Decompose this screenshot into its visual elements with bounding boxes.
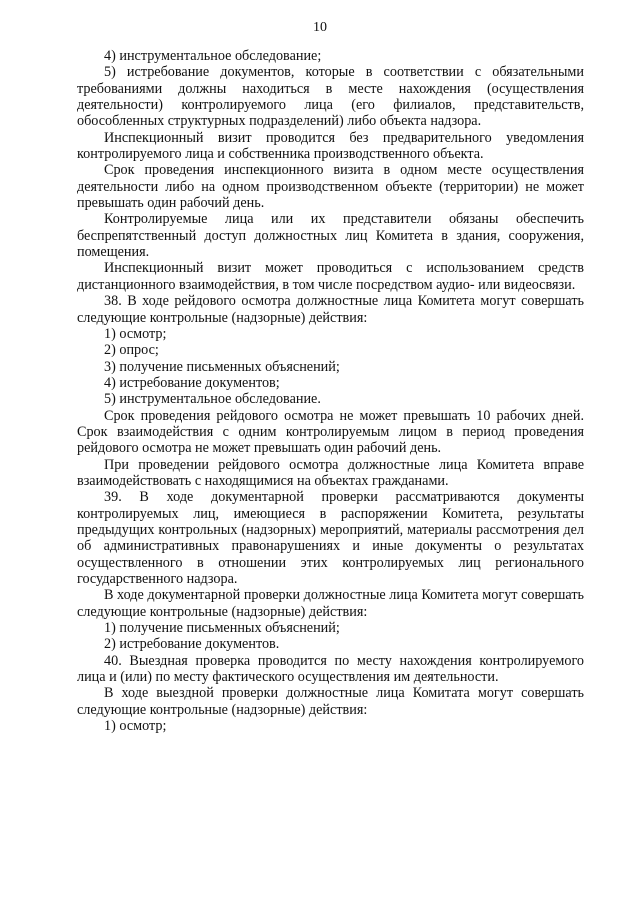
paragraph-19: 40. Выездная проверка проводится по месту нахождения контролируемого лица и (или) по месту фактического осуществления им деятельности. (77, 652, 584, 686)
paragraph-1: 4) инструментальное обследование; (104, 48, 322, 64)
paragraph-7: 38. В ходе рейдового осмотра должностные лица Комитета могут совершать следующие контрольные (надзорные) действия: (77, 293, 584, 326)
paragraph-6: Инспекционный визит может проводиться с использованием средств дистанционного взаимодействия, в том числе посредством аудио- или видеосвязи. (77, 260, 584, 293)
paragraph-8: 1) осмотр; (104, 325, 167, 342)
paragraph-10: 3) получение письменных объяснений; (104, 358, 340, 375)
paragraph-14: При проведении рейдового осмотра должностные лица Комитета вправе взаимодействовать с находящимися на объектах гражданами. (77, 456, 584, 489)
paragraph-12: 5) инструментальное обследование. (104, 391, 321, 408)
paragraph-2: 5) истребование документов, которые в соответствии с обязательными требованиями должны находиться в месте нахождения (осуществления деятельности) контролируемого лица (его филиалов, представительств, обособленных структурных подразделений) либо объекта надзора. (77, 64, 584, 130)
paragraph-20: В ходе выездной проверки должностные лица Комитата могут совершать следующие контрольные (надзорные) действия: (77, 685, 584, 718)
page-number: 10 (313, 20, 327, 35)
document-body (77, 48, 584, 734)
paragraph-18: 2) истребование документов. (104, 636, 280, 653)
paragraph-17: 1) получение письменных объяснений; (104, 620, 340, 637)
paragraph-11: 4) истребование документов; (104, 374, 280, 391)
paragraph-16: В ходе документарной проверки должностные лица Комитета могут совершать следующие контрольные (надзорные) действия: (77, 587, 584, 620)
paragraph-9: 2) опрос; (104, 342, 159, 359)
paragraph-15: 39. В ходе документарной проверки рассматриваются документы контролируемых лиц, имеющиеся в распоряжении Комитета, результаты предыдущих контрольных (надзорных) мероприятий, материалы рассмотрения дел об административных правонарушениях и иные документы о результатах осуществленного в отношении этих контролируемых лиц регионального государственного надзора. (77, 489, 584, 587)
paragraph-13: Срок проведения рейдового осмотра не может превышать 10 рабочих дней. Срок взаимодействия с одним контролируемым лицом в период проведения рейдового осмотра не может превышать один рабочий день. (77, 407, 584, 457)
paragraph-5: Контролируемые лица или их представители обязаны обеспечить беспрепятственный доступ должностных лиц Комитета в здания, сооружения, помещения. (77, 211, 584, 261)
paragraph-21: 1) осмотр; (104, 718, 167, 735)
paragraph-3: Инспекционный визит проводится без предварительного уведомления контролируемого лица и собственника производственного объекта. (77, 129, 584, 163)
paragraph-4: Срок проведения инспекционного визита в одном месте осуществления деятельности либо на одном производственном объекте (территории) не может превышать один рабочий день. (77, 162, 584, 212)
